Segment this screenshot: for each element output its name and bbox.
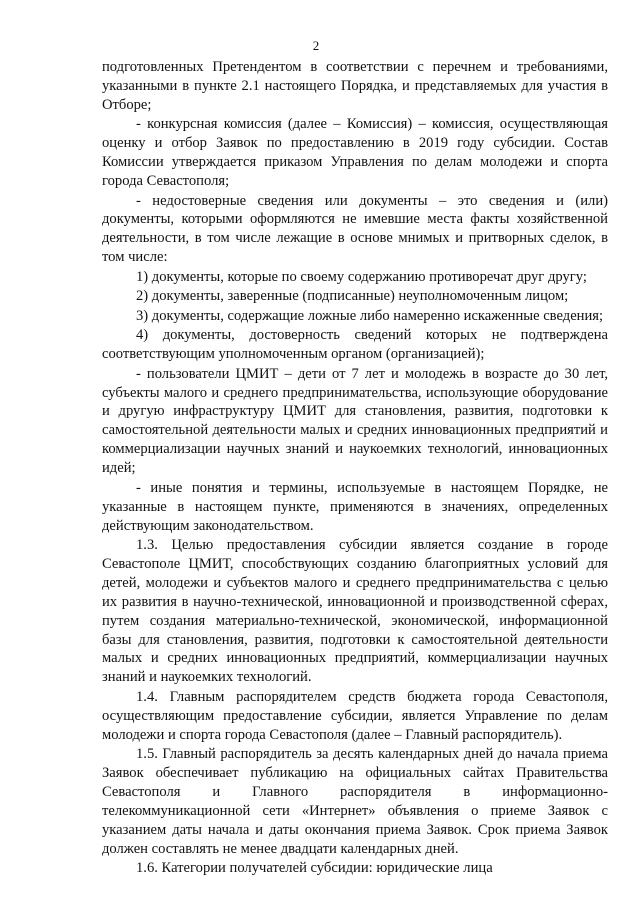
paragraph-subitem-2: 2) документы, заверенные (подписанные) неуполномоченным лицом; <box>136 288 569 305</box>
paragraph-clause-1-3: 1.3. Целью предоставления субсидии является создание в городе Севастополе ЦМИТ, способствующих созданию благоприятных условий для детей, молодежи и субъектов малого и среднего предпринимательства с целью их развития в научно-технической, инновационной и производственной сферах, путем создания материально-технической, экономической, информационной базы для становления, развития, подготовки к самостоятельной деятельности малых и средних инновационных предприятий, коммерциализации научных знаний и наукоемких технологий. <box>102 537 608 686</box>
paragraph-subitem-4: 4) документы, достоверность сведений которых не подтверждена соответствующим уполномоченным органом (организацией); <box>102 327 608 363</box>
page-number: 2 <box>312 38 320 53</box>
paragraph-clause-1-6: 1.6. Категории получателей субсидии: юридические лица <box>136 860 493 877</box>
paragraph-definition-cmit-users: - пользователи ЦМИТ – дети от 7 лет и молодежь в возрасте до 30 лет, субъекты малого и среднего предпринимательства, использующие оборудование и другую инфраструктуру ЦМИТ для становления, развития, подготовки к самостоятельной деятельности малых и средних инновационных предприятий и коммерциализации научных знаний и наукоемких технологий, инновационных идей; <box>102 365 608 477</box>
document-body <box>102 58 608 879</box>
paragraph-clause-1-4: 1.4. Главным распорядителем средств бюджета города Севастополя, осуществляющим предоставление субсидии, является Управление по делам молодежи и спорта города Севастополя (далее – Главный распорядитель). <box>102 688 608 743</box>
paragraph-continuation: подготовленных Претендентом в соответствии с перечнем и требованиями, указанными в пункте 2.1 настоящего Порядка, и представляемых для участия в Отборе; <box>102 59 608 113</box>
paragraph-definition-competition-commission: - конкурсная комиссия (далее – Комиссия) – комиссия, осуществляющая оценку и отбор Заявок по предоставлению в 2019 году субсидии. Состав Комиссии утверждается приказом Управления по делам молодежи и спорта города Севастополя; <box>102 116 608 190</box>
paragraph-clause-1-5: 1.5. Главный распорядитель за десять календарных дней до начала приема Заявок обеспечивает публикацию на официальных сайтах Правительства Севастополя и Главного распорядителя в информационно-телекоммуникационной сети «Интернет» объявления о приеме Заявок с указанием даты начала и даты окончания приема Заявок. Срок приема Заявок должен составлять не менее двадцати календарных дней. <box>102 746 608 857</box>
paragraph-subitem-3: 3) документы, содержащие ложные либо намеренно искаженные сведения; <box>136 307 604 324</box>
paragraph-definition-false-information: - недостоверные сведения или документы – это сведения и (или) документы, которыми оформляются не имевшие места факты хозяйственной деятельности, в том числе лежащие в основе мнимых и притворных сделок, в том числе: <box>102 192 608 266</box>
paragraph-definition-other-terms: - иные понятия и термины, используемые в настоящем Порядке, не указанные в настоящем пункте, применяются в значениях, определенных действующим законодательством. <box>102 479 608 534</box>
paragraph-subitem-1: 1) документы, которые по своему содержанию противоречат друг другу; <box>136 268 587 285</box>
